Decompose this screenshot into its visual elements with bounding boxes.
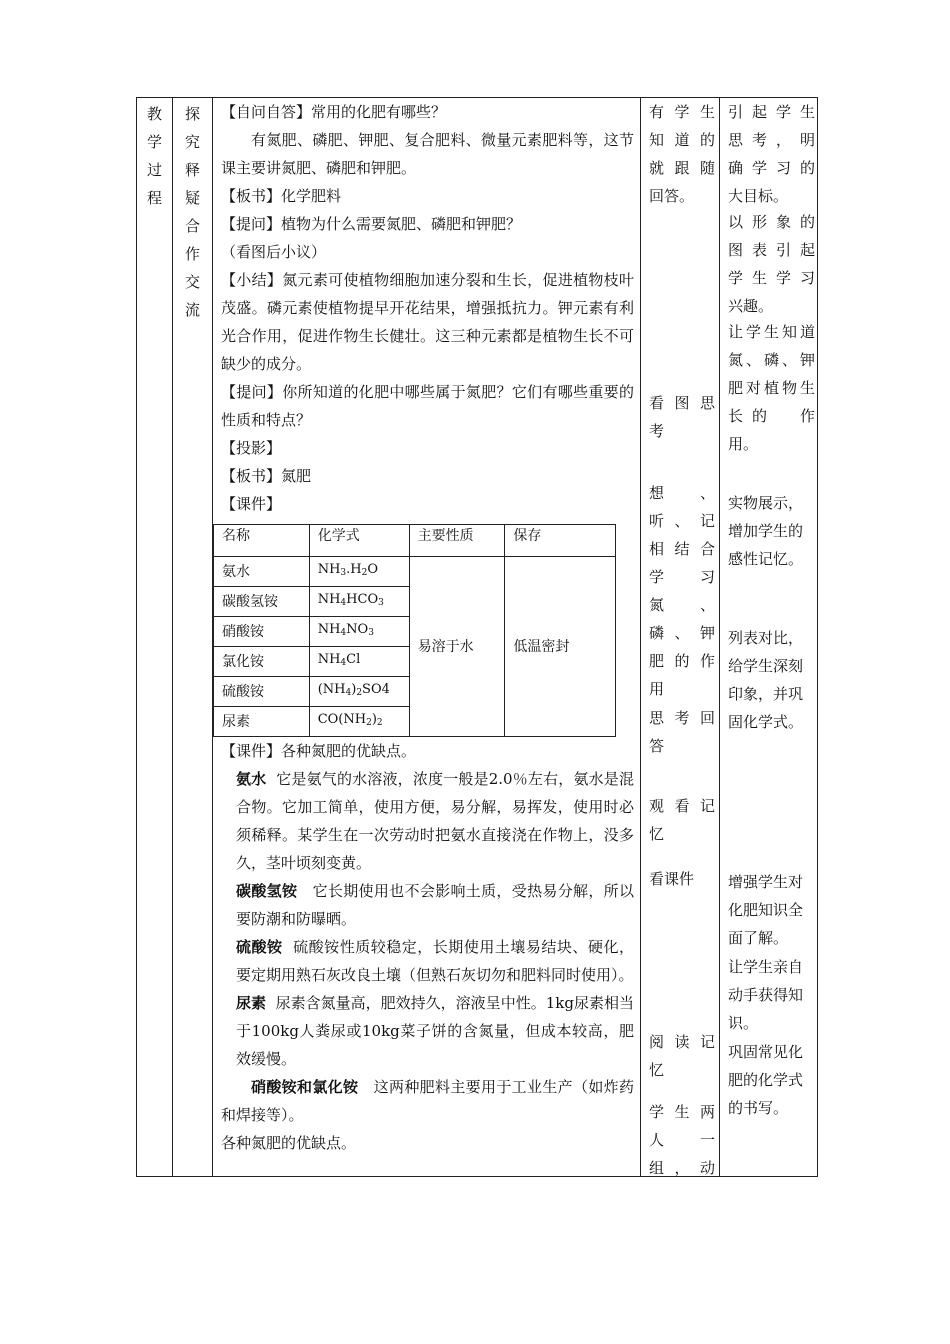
student-learn-note: 想 、 听、记 相结合 学 习 氮 、 磷、钾 肥的作 用	[649, 484, 715, 698]
fertilizer-formula: $NH_3.H_2O$	[309, 557, 409, 587]
summary-paragraph: 【小结】氮元素可使植物细胞加速分裂和生长，促进植物枝叶茂盛。磷元素使植物提早开花结果，增强抵抗力。钾元素有利光合作用，促进作物生长健壮。这三种元素都是植物生长不可缺少的成分。	[221, 271, 634, 373]
fertilizer-name: 尿素	[214, 707, 310, 737]
ammonia-paragraph	[221, 765, 634, 877]
student-watch-note: 观看记 忆	[649, 797, 715, 843]
fertilizer-name: 硫酸铵	[214, 677, 310, 707]
stage-char: 教	[146, 105, 162, 123]
activity-column	[173, 98, 213, 1176]
main-property-cell: 易溶于水	[409, 557, 505, 737]
board-nitrogen-line: 【板书】氮肥	[221, 467, 312, 485]
content-body	[221, 98, 634, 1157]
student-answer-note: 有学生 知道的 就跟随 回答。	[649, 103, 715, 205]
intent-interest-note: 以形象的 图表引起 学生学习 兴趣。	[728, 213, 815, 315]
student-read-note: 阅读记 忆	[649, 1033, 715, 1079]
stage-char: 学	[146, 133, 162, 151]
activity-char: 合	[184, 217, 200, 235]
ammonia-heading: 氨水	[236, 770, 267, 788]
header-formula: 化学式	[309, 525, 409, 557]
table-header-row	[214, 525, 616, 557]
student-courseware-note: 看课件	[649, 870, 695, 888]
header-property: 主要性质	[409, 525, 505, 557]
activity-char: 流	[184, 301, 200, 319]
activity-char: 作	[184, 245, 200, 263]
ammonia-text: 它是氨气的水溶液，浓度一般是2.0％左右，氨水是混合物。它加工简单，使用方便，易分解，易挥发，使用时必须稀释。某学生在一次劳动时把氨水直接浇在作物上，没多久，茎叶顷刻变黄。	[236, 770, 634, 872]
question-line: 【提问】植物为什么需要氮肥、磷肥和钾肥？	[221, 215, 522, 233]
student-activity-column	[641, 98, 720, 1176]
nitrogen-fertilizer-table	[213, 524, 616, 737]
fertilizer-types-paragraph: 有氮肥、磷肥、钾肥、复合肥料、微量元素肥料等，这节课主要讲氮肥、磷肥和钾肥。	[221, 131, 634, 177]
activity-char: 疑	[184, 189, 200, 207]
student-observe-note: 看图思 考	[649, 394, 715, 440]
content-column	[213, 98, 641, 1176]
courseware-pros-cons-line: 【课件】各种氮肥的优缺点。	[221, 742, 417, 760]
courseware-line: 【课件】	[221, 495, 282, 513]
activity-char: 交	[184, 273, 200, 291]
fertilizer-formula: $CO(NH_2)_2$	[309, 707, 409, 737]
question-nitrogen-paragraph: 【提问】你所知道的化肥中哪些属于氮肥？它们有哪些重要的性质和特点？	[221, 383, 634, 429]
stage-column	[137, 98, 173, 1176]
lesson-plan-table	[136, 97, 818, 1177]
fertilizer-name: 碳酸氢铵	[214, 587, 310, 617]
intent-compare-note: 列表对比， 给学生深刻 印象，并巩 固化学式。	[728, 629, 804, 731]
student-think-note: 思考回 答	[649, 709, 715, 755]
fertilizer-formula: $NH_4Cl$	[309, 647, 409, 677]
intent-goal-note: 引起学生 思考，明 确学习的 大目标。	[728, 103, 815, 205]
intent-role-note: 让学生知道 氮、磷、钾 肥对植物生 长的 作 用。	[728, 323, 815, 453]
fertilizer-name: 氨水	[214, 557, 310, 587]
activity-char: 释	[184, 161, 200, 179]
sulfate-paragraph	[221, 933, 634, 989]
nitrate-text: 这两种肥料主要用于工业生产（如炸药和焊接等）。	[221, 1078, 634, 1124]
intent-hands-on-note: 让学生亲自 动手获得知 识。	[728, 958, 804, 1032]
activity-label	[173, 100, 212, 324]
stage-char: 过	[146, 161, 162, 179]
stage-label	[137, 100, 172, 212]
student-pair-note: 学生两 人 一 组，动	[649, 1103, 715, 1177]
urea-heading: 尿素	[236, 994, 267, 1012]
activity-char: 究	[184, 133, 200, 151]
bicarbonate-paragraph	[221, 877, 634, 933]
urea-text: 尿素含氮量高，肥效持久，溶液呈中性。1kg尿素相当于100kg人粪尿或10kg菜子饼的含氮量，但成本较高，肥效缓慢。	[236, 994, 634, 1068]
self-qa-line: 【自问自答】常用的化肥有哪些？	[221, 103, 447, 121]
bicarbonate-text: 它长期使用也不会影响土质，受热易分解，所以要防潮和防曝晒。	[236, 882, 634, 928]
fertilizer-formula: $NH_4HCO_3$	[309, 587, 409, 617]
sulfate-heading: 硫酸铵	[236, 938, 283, 956]
header-storage: 保存	[505, 525, 616, 557]
intent-formula-note: 巩固常见化 肥的化学式 的书写。	[728, 1043, 804, 1117]
nitrate-heading: 硝酸铵和氯化铵	[251, 1078, 359, 1096]
table-row	[214, 557, 616, 587]
stage-char: 程	[146, 189, 162, 207]
storage-cell: 低温密封	[505, 557, 616, 737]
projection-line: 【投影】	[221, 439, 282, 457]
closing-line: 各种氮肥的优缺点。	[221, 1134, 357, 1152]
bicarbonate-heading: 碳酸氢铵	[236, 882, 298, 900]
header-name: 名称	[214, 525, 310, 557]
fertilizer-name: 硝酸铵	[214, 617, 310, 647]
fertilizer-formula: $NH_4NO_3$	[309, 617, 409, 647]
urea-paragraph	[221, 989, 634, 1073]
design-intent-column	[720, 98, 819, 1176]
discussion-note: （看图后小议）	[221, 243, 327, 261]
intent-knowledge-note: 增强学生对 化肥知识全 面了解。	[728, 873, 804, 947]
sulfate-text: 硫酸铵性质较稳定，长期使用土壤易结块、硬化，要定期用熟石灰改良土壤（但熟石灰切勿和肥料同时使用）。	[236, 938, 634, 984]
board-title-line: 【板书】化学肥料	[221, 187, 342, 205]
intent-display-note: 实物展示， 增加学生的 感性记忆。	[728, 494, 804, 568]
fertilizer-name: 氯化铵	[214, 647, 310, 677]
activity-char: 探	[184, 105, 200, 123]
nitrate-paragraph	[221, 1073, 634, 1129]
fertilizer-formula: $(NH_4)_2SO4$	[309, 677, 409, 707]
